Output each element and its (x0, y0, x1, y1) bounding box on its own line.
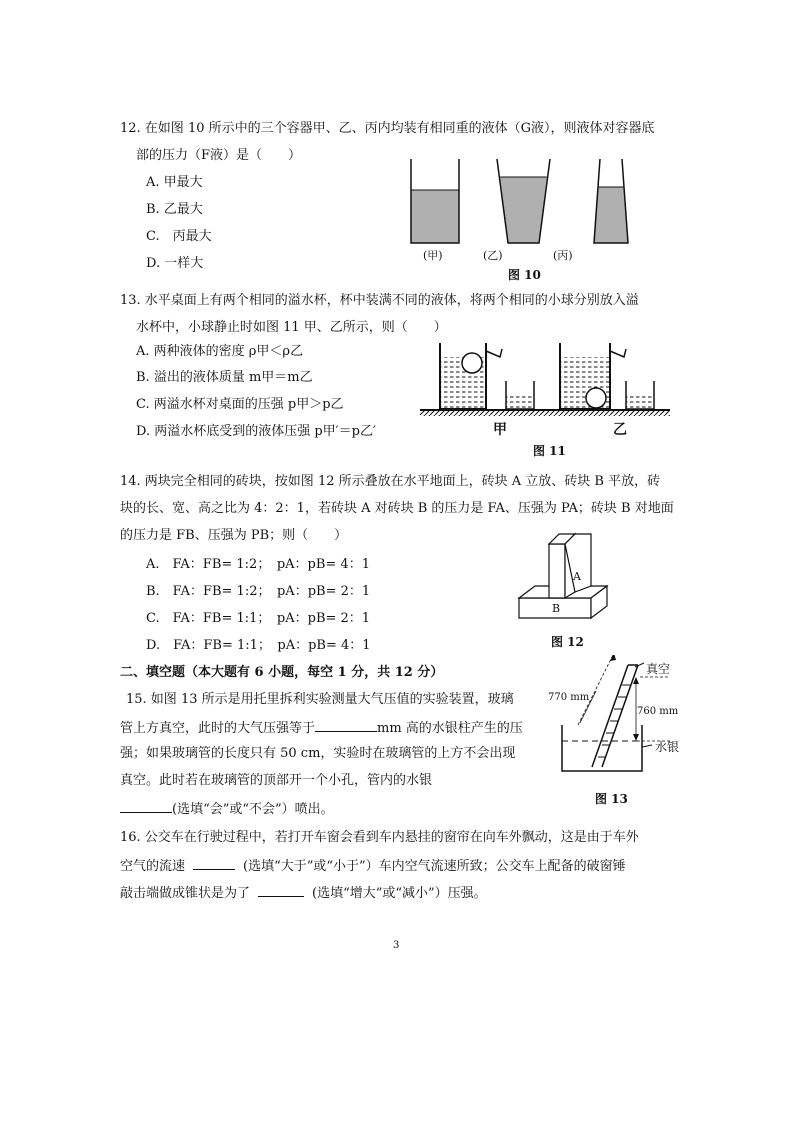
q15-line-5-text: (选填“会”或“不会”）喷出。 (172, 802, 334, 817)
q16-line-3-end: (选填“增大”或“减小”）压强。 (312, 886, 487, 901)
q14-option-b: B. FA：FB= 1:2； pA：pB= 2：1 (146, 584, 371, 599)
q12-option-a: A. 甲最大 (146, 175, 203, 190)
q15-line-2 (120, 718, 523, 738)
fig10-label-yi: (乙) (483, 249, 503, 262)
q15-line-5 (120, 799, 334, 819)
figure-10-containers (405, 155, 630, 250)
q15-line-2-end: mm 高的水银柱产生的压 (377, 721, 523, 736)
q14-line-2: 块的长、宽、高之比为 4：2：1，若砖块 A 对砖块 B 的压力是 FA、压强为 PA；砖块 B 对地面 (120, 501, 674, 516)
q16-blank-2[interactable] (258, 883, 304, 897)
q15-line-3: 强；如果玻璃管的长度只有 50 cm，实验时在玻璃管的上方不会出现 (120, 746, 516, 761)
q12-option-d: D. 一样大 (146, 256, 204, 271)
q13-option-d: D. 两溢水杯底受到的液体压强 p甲′＝p乙′ (136, 424, 376, 439)
q14-line-1: 14. 两块完全相同的砖块，按如图 12 所示叠放在水平地面上，砖块 A 立放、砖块 B 平放，砖 (120, 474, 661, 489)
q16-line-2-end: (选填“大于”或“小于”）车内空气流速所致；公交车上配备的破窗锤 (243, 859, 626, 874)
q15-blank-1[interactable] (315, 718, 377, 732)
q15-blank-2[interactable] (120, 799, 172, 813)
q14-option-a: A. FA：FB= 1:2； pA：pB= 4：1 (146, 557, 370, 572)
q13-option-a: A. 两种液体的密度 ρ甲＜ρ乙 (136, 344, 304, 359)
fig11-label-jia: 甲 (493, 422, 507, 438)
q12-line-1: 12. 在如图 10 所示中的三个容器甲、乙、丙内均装有相同重的液体（G液），则液体对容器底 (120, 121, 655, 136)
q13-option-c: C. 两溢水杯对桌面的压强 p甲＞p乙 (136, 397, 344, 412)
q16-line-2 (120, 856, 626, 876)
fig10-label-jia: (甲) (423, 249, 443, 262)
figure-12-bricks (515, 530, 615, 625)
fig13-label-mercury: 水银 (655, 740, 680, 754)
fig13-label-760mm: 760 mm (637, 706, 679, 717)
q15-line-1: 15. 如图 13 所示是用托里拆利实验测量大气压值的实验装置，玻璃 (126, 692, 514, 707)
q14-line-3: 的压力是 FB、压强为 PB；则（ ） (120, 528, 348, 543)
fig10-caption: 图 10 (508, 268, 541, 282)
q13-option-b: B. 溢出的液体质量 m甲＝m乙 (136, 370, 313, 385)
figure-11-overflow-cups (420, 335, 670, 420)
fig12-label-b: B (552, 602, 561, 615)
q16-line-2-start: 空气的流速 (120, 859, 186, 874)
q15-line-2-start: 管上方真空，此时的大气压强等于 (120, 721, 316, 736)
q16-line-1: 16. 公交车在行驶过程中，若打开车窗会看到车内悬挂的窗帘在向车外飘动，这是由于车外 (120, 830, 639, 845)
fig13-label-770mm: 770 mm (548, 692, 590, 703)
q12-option-c: C. 丙最大 (146, 229, 212, 244)
q12-option-b: B. 乙最大 (146, 202, 203, 217)
fig10-label-bing: (丙) (553, 249, 573, 262)
fig13-label-vacuum: 真空 (646, 662, 671, 676)
page-number: 3 (393, 940, 400, 951)
q13-line-2: 水杯中，小球静止时如图 11 甲、乙所示，则（ ） (136, 320, 447, 335)
q16-line-3-start: 敲击端做成锥状是为了 (120, 886, 251, 901)
fig11-caption: 图 11 (533, 444, 566, 458)
q16-blank-1[interactable] (193, 856, 235, 870)
q14-option-d: D. FA：FB= 1:1； pA：pB= 4：1 (146, 638, 371, 653)
q16-line-3 (120, 883, 487, 903)
section-2-heading: 二、填空题（本大题有 6 小题，每空 1 分，共 12 分） (120, 665, 444, 680)
fig12-caption: 图 12 (551, 635, 584, 649)
q15-line-4: 真空。此时若在玻璃管的顶部开一个小孔，管内的水银 (120, 773, 433, 788)
fig13-caption: 图 13 (595, 792, 628, 806)
fig11-label-yi: 乙 (613, 422, 627, 438)
q13-line-1: 13. 水平桌面上有两个相同的溢水杯，杯中装满不同的液体，将两个相同的小球分别放入溢 (120, 293, 639, 308)
fig12-label-a: A (573, 570, 581, 583)
q14-option-c: C. FA：FB= 1:1； pA：pB= 2：1 (146, 611, 371, 626)
q12-line-2: 部的压力（F液）是（ ） (136, 148, 302, 163)
